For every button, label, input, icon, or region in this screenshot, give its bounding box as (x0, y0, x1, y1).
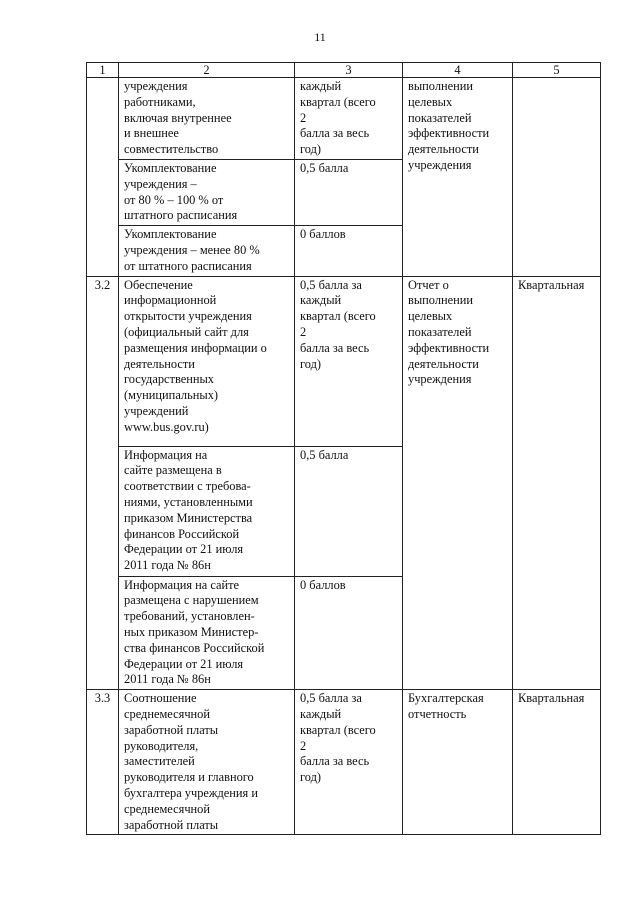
cell-criterion: Информация на сайте размещена в соответствии с требова- ниями, установленными приказом Министерства финансов Российской Федерации от 21 июля 2011 года № 86н (119, 446, 295, 576)
cell-points: каждый квартал (всего 2 балла за весь год) (295, 78, 403, 160)
cell-number: 3.3 (87, 690, 119, 835)
cell-points: 0,5 балла за каждый квартал (всего 2 балла за весь год) (295, 276, 403, 446)
cell-criterion: Обеспечение информационной открытости учреждения (официальный сайт для размещения информации о деятельности государственных (муниципальных) учреждений www.bus.gov.ru) (119, 276, 295, 446)
cell-frequency: Квартальная (513, 690, 601, 835)
table-row (87, 690, 601, 835)
header-cell: 2 (119, 63, 295, 78)
header-cell: 1 (87, 63, 119, 78)
cell-criterion: учреждения работниками, включая внутреннее и внешнее совместительство (119, 78, 295, 160)
header-cell: 4 (403, 63, 513, 78)
cell-number (87, 78, 119, 277)
indicators-table (86, 62, 601, 835)
cell-points: 0,5 балла (295, 446, 403, 576)
header-cell: 3 (295, 63, 403, 78)
cell-points: 0 баллов (295, 576, 403, 690)
cell-points: 0,5 балла (295, 159, 403, 225)
cell-number: 3.2 (87, 276, 119, 690)
cell-frequency (513, 78, 601, 277)
header-cell: 5 (513, 63, 601, 78)
cell-source: выполнении целевых показателей эффективности деятельности учреждения (403, 78, 513, 277)
cell-points: 0 баллов (295, 226, 403, 276)
cell-criterion: Укомплектование учреждения – менее 80 % от штатного расписания (119, 226, 295, 276)
table-row (87, 78, 601, 160)
cell-source: Отчет о выполнении целевых показателей эффективности деятельности учреждения (403, 276, 513, 690)
cell-criterion: Соотношение среднемесячной заработной платы руководителя, заместителей руководителя и главного бухгалтера учреждения и среднемесячной заработной платы (119, 690, 295, 835)
cell-criterion: Информация на сайте размещена с нарушением требований, установлен- ных приказом Министер- ства финансов Российской Федерации от 21 июля 2011 года № 86н (119, 576, 295, 690)
table-row (87, 276, 601, 446)
cell-points: 0,5 балла за каждый квартал (всего 2 балла за весь год) (295, 690, 403, 835)
header-row (87, 63, 601, 78)
cell-criterion: Укомплектование учреждения – от 80 % – 100 % от штатного расписания (119, 159, 295, 225)
page-number: 11 (314, 30, 326, 44)
cell-source: Бухгалтерская отчетность (403, 690, 513, 835)
cell-frequency: Квартальная (513, 276, 601, 690)
